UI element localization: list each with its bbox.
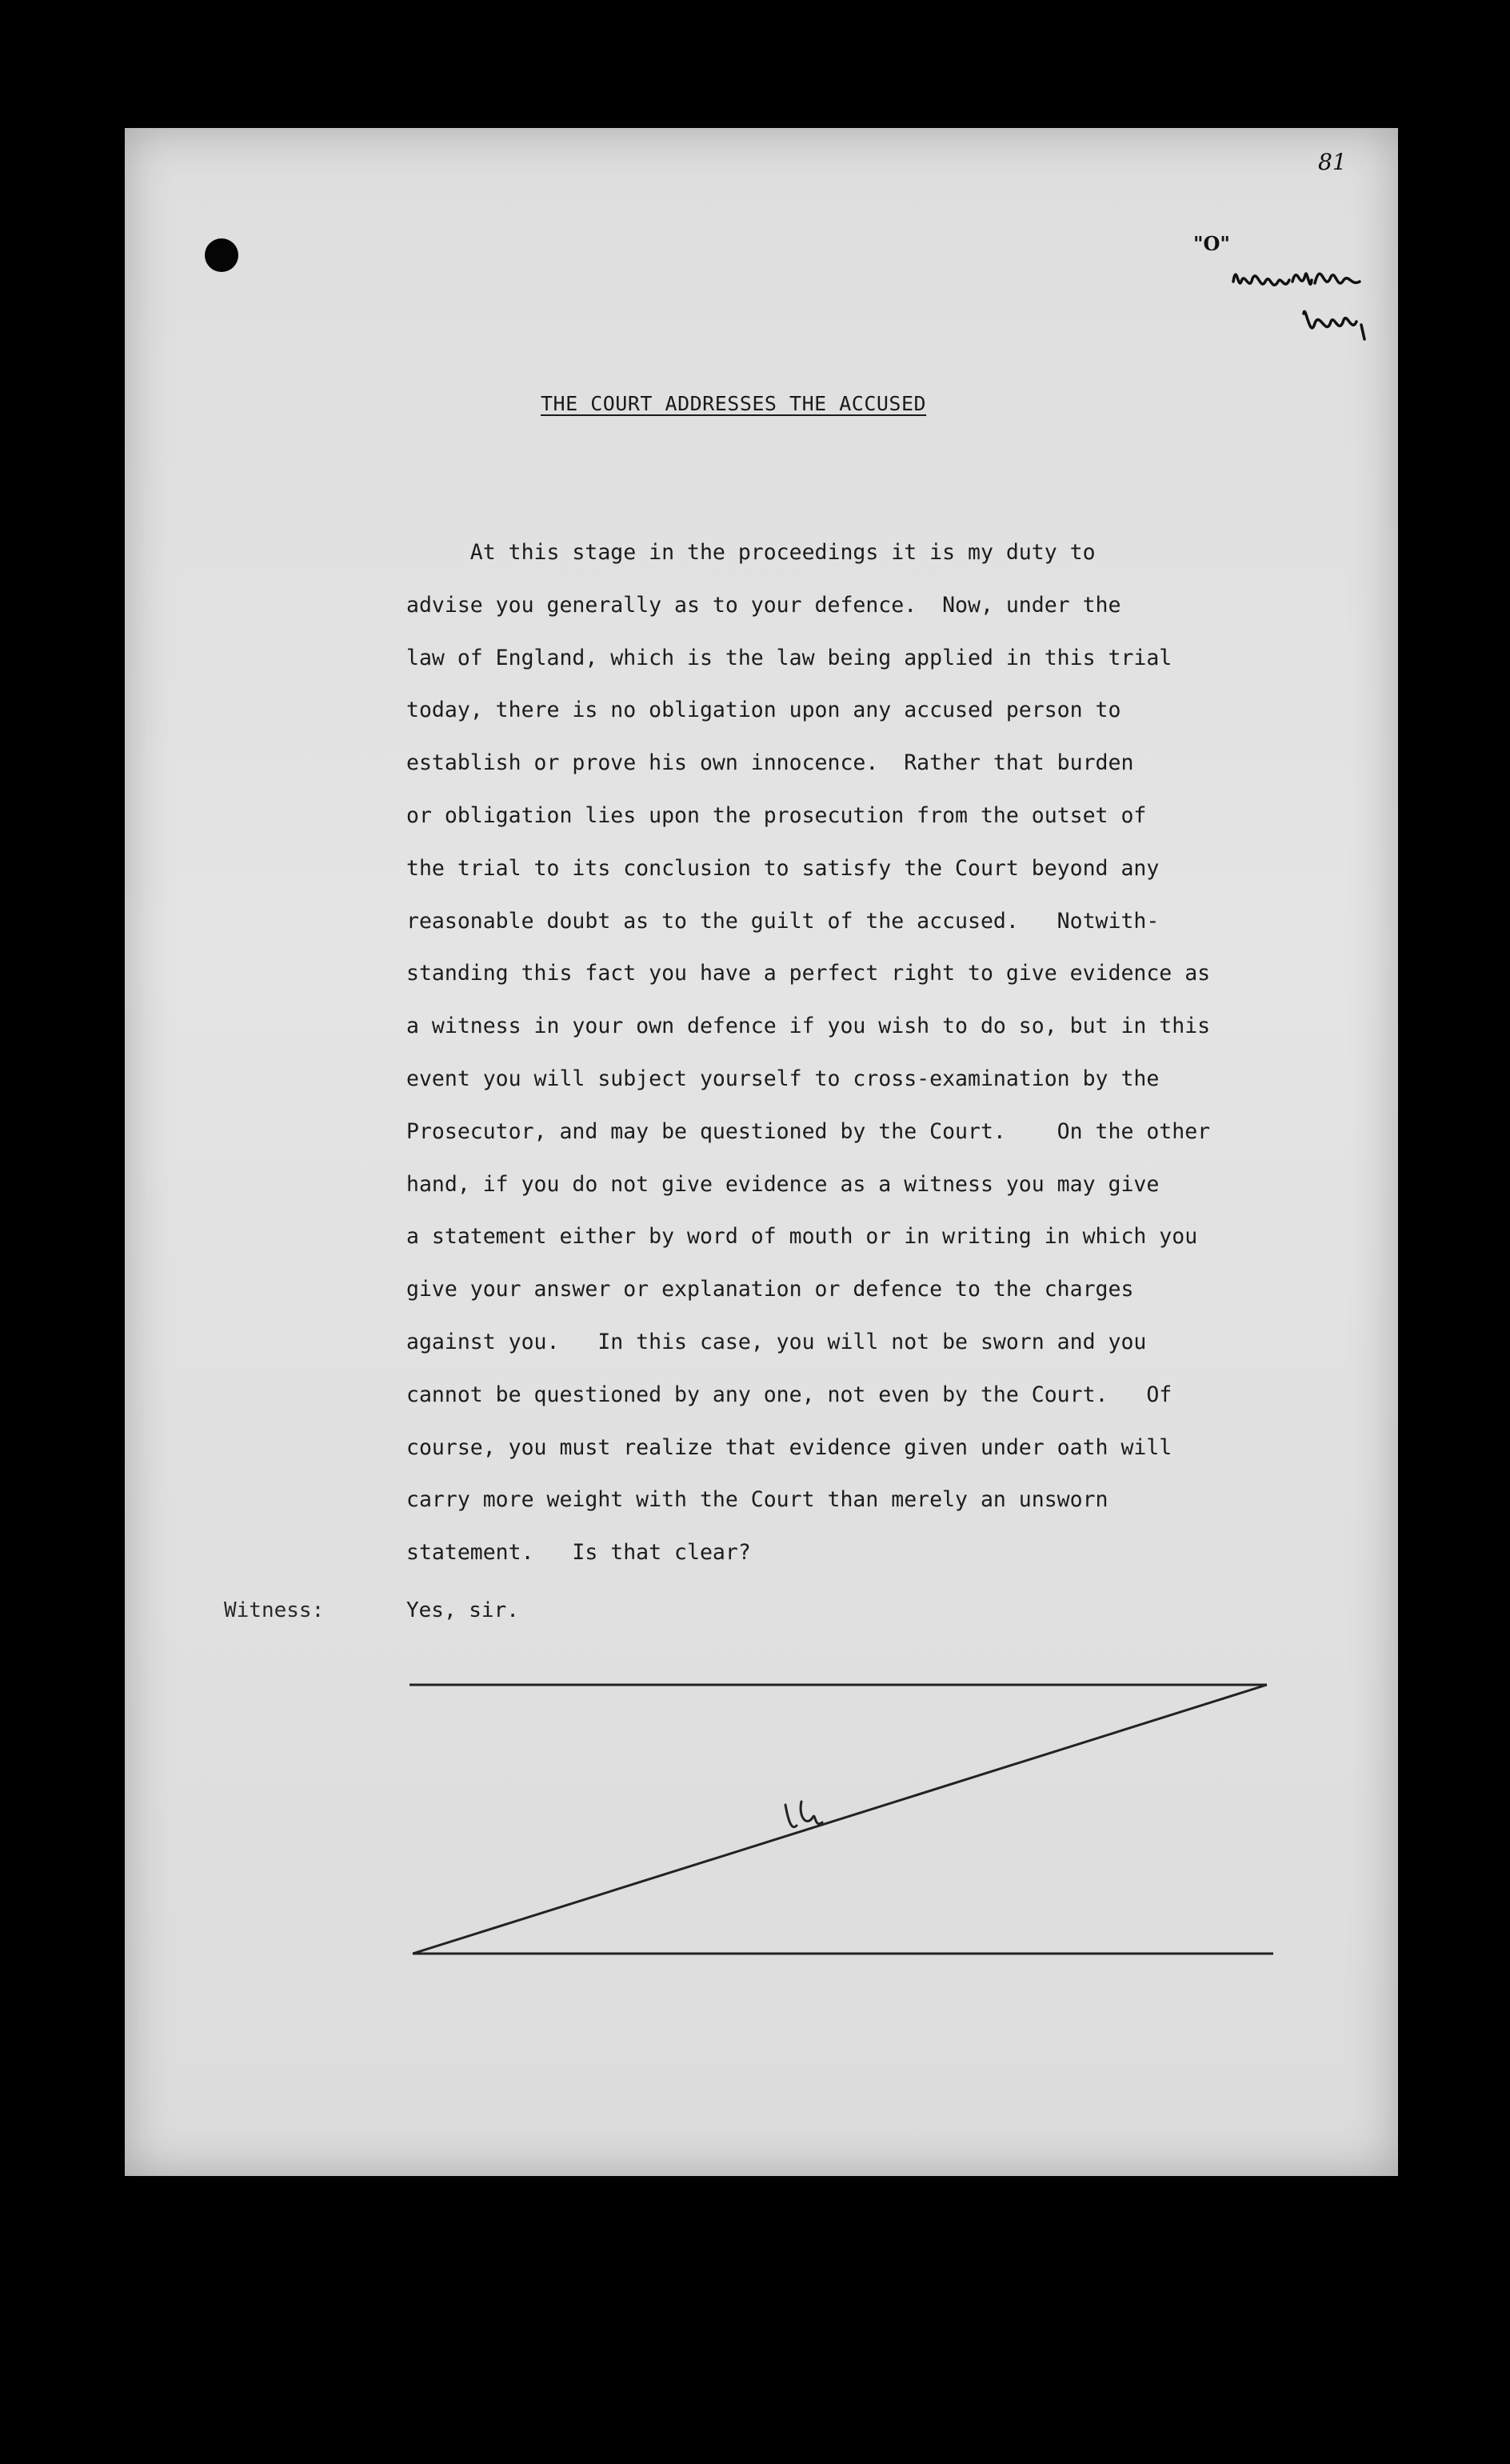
body-line: a witness in your own defence if you wish to do so, but in this xyxy=(406,1014,1211,1039)
body-line: course, you must realize that evidence given under oath will xyxy=(406,1434,1172,1460)
body-line: against you. In this case, you will not be sworn and you xyxy=(406,1329,1147,1354)
page-number: 81 xyxy=(1318,149,1347,175)
witness-label: Witness: xyxy=(224,1598,325,1622)
document-page xyxy=(125,128,1398,2176)
punch-hole xyxy=(205,238,238,272)
handwritten-signature xyxy=(1101,246,1372,486)
corner-mark: "O" xyxy=(1193,232,1230,255)
body-line: At this stage in the proceedings it is my duty to xyxy=(406,540,1096,565)
z-diagonal-line xyxy=(413,1685,1267,1954)
body-line: law of England, which is the law being applied in this trial xyxy=(406,645,1172,670)
witness-answer: Yes, sir. xyxy=(406,1598,519,1622)
body-line: hand, if you do not give evidence as a witness you may give xyxy=(406,1171,1160,1197)
body-line: or obligation lies upon the prosecution from the outset of xyxy=(406,802,1147,828)
body-line: today, there is no obligation upon any accused person to xyxy=(406,698,1121,723)
body-line: statement. Is that clear? xyxy=(406,1540,751,1566)
body-line: carry more weight with the Court than merely an unsworn xyxy=(406,1487,1109,1513)
body-line: advise you generally as to your defence. Now, under the xyxy=(406,592,1121,618)
body-line: Prosecutor, and may be questioned by the Court. On the other xyxy=(406,1118,1211,1144)
body-line: establish or prove his own innocence. Rather that burden xyxy=(406,750,1134,776)
body-text xyxy=(406,526,1382,1579)
body-line: give your answer or explanation or defence to the charges xyxy=(406,1277,1134,1302)
body-line: the trial to its conclusion to satisfy the Court beyond any xyxy=(406,855,1160,881)
document-title: THE COURT ADDRESSES THE ACCUSED xyxy=(541,392,927,415)
initials-mark xyxy=(785,1802,822,1827)
body-line: standing this fact you have a perfect right to give evidence as xyxy=(406,961,1211,986)
body-line: event you will subject yourself to cross-examination by the xyxy=(406,1066,1160,1091)
body-line: reasonable doubt as to the guilt of the accused. Notwith- xyxy=(406,908,1160,934)
body-line: cannot be questioned by any one, not even by the Court. Of xyxy=(406,1382,1172,1407)
body-line: a statement either by word of mouth or in writing in which you xyxy=(406,1224,1198,1250)
